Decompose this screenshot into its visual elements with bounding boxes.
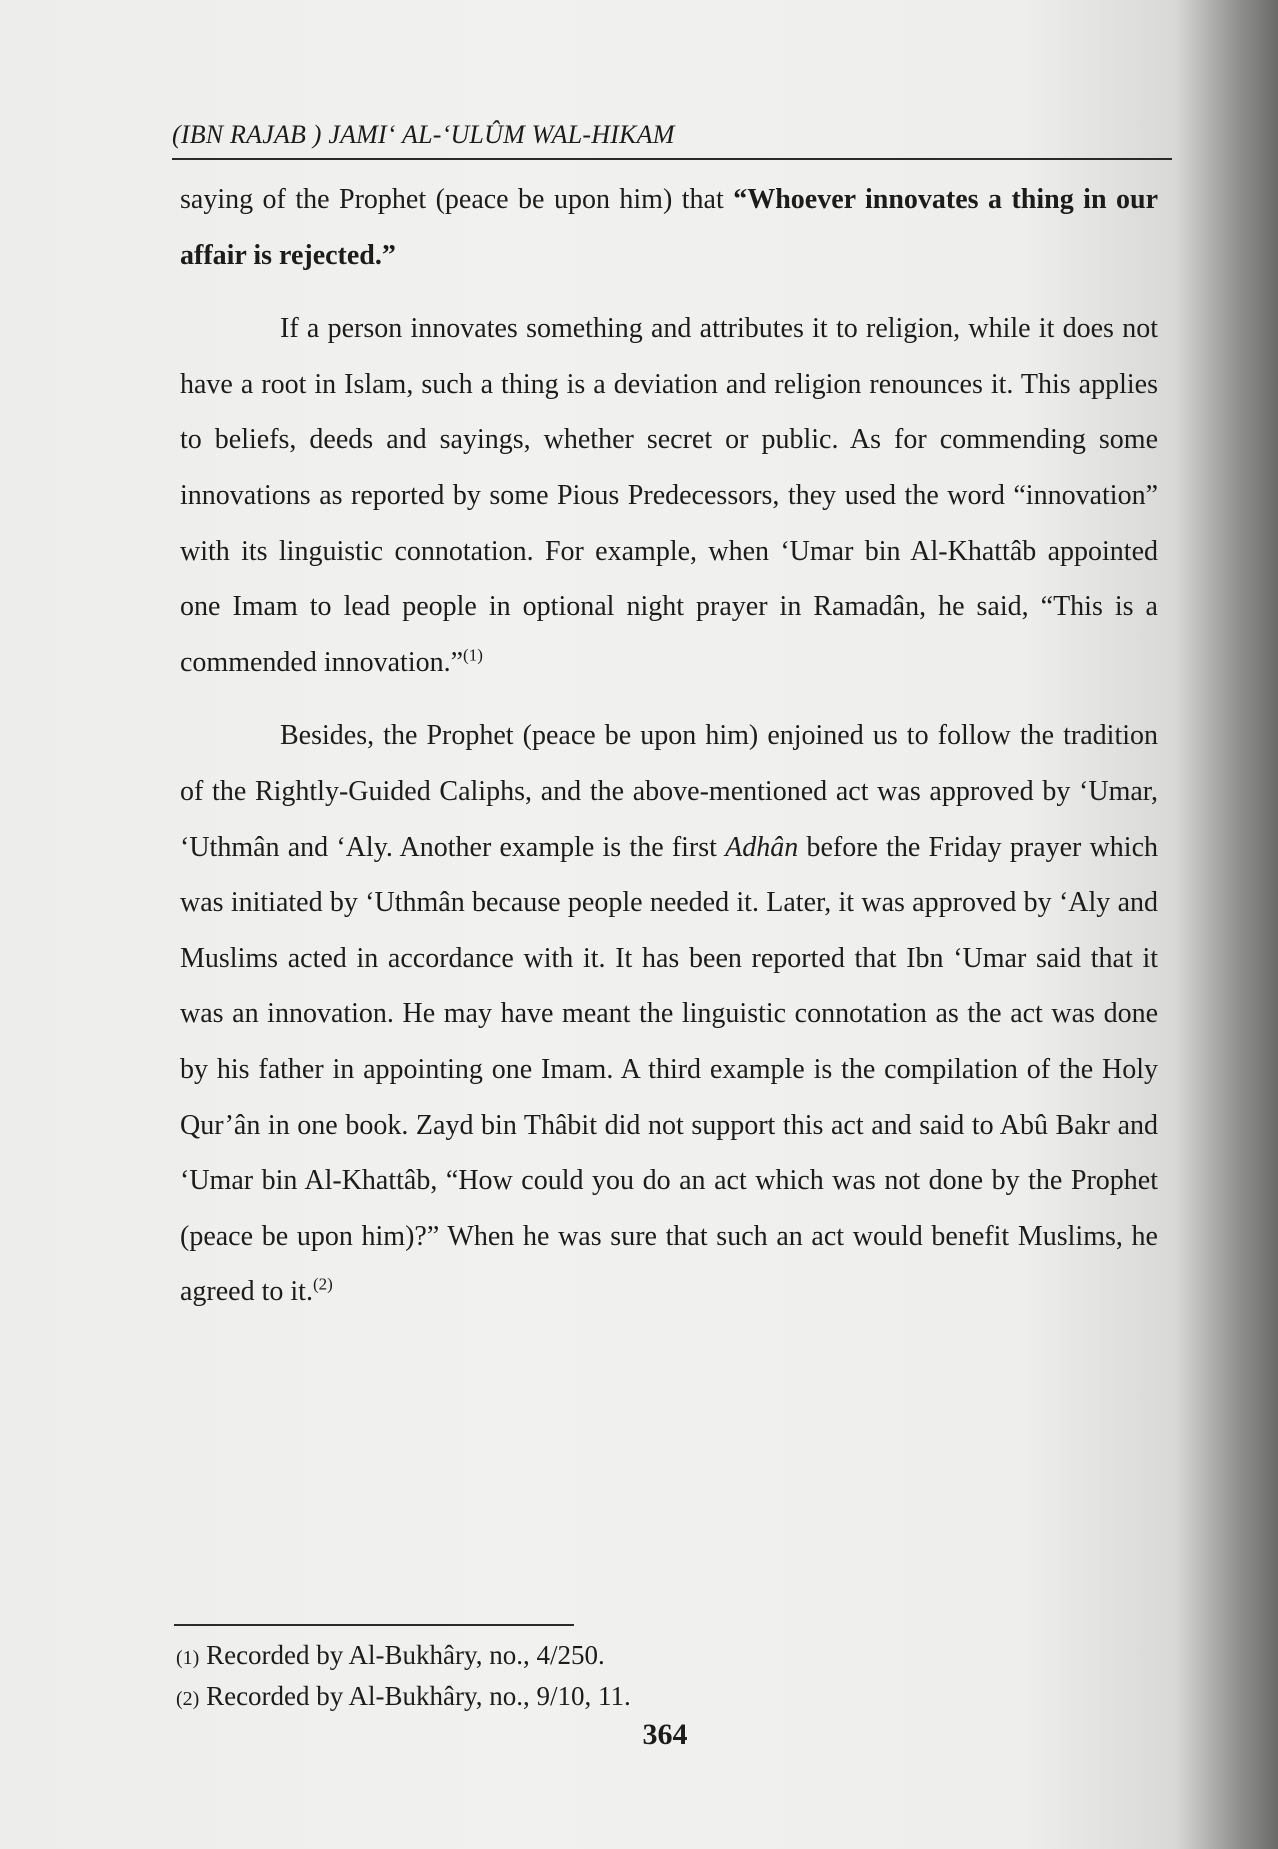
footnote-1 [176, 1636, 1076, 1677]
adhan-term: Adhân [725, 831, 799, 863]
footnote-1-mark: (1) [176, 1647, 200, 1669]
footnote-1-text: Recorded by Al-Bukhâry, no., 4/250. [199, 1640, 605, 1670]
footnote-ref-1: (1) [463, 645, 483, 665]
paragraph-2-text: If a person innovates something and attributes it to religion, while it does not have a root in Islam, such a thing is a deviation and religion renounces it. This applies to beliefs, deeds and sayings, whether secret or public. As for commending some innovations as reported by some Pious Predecessors, they used the word “innovation” with its linguistic connotation. For example, when ‘Umar bin Al-Khattâb appointed one Imam to lead people in optional night prayer in Ramadân, he said, “This is a commended innovation.” [180, 313, 1158, 678]
footnote-2-text: Recorded by Al-Bukhâry, no., 9/10, 11. [199, 1681, 631, 1711]
paragraph-3-text-b: before the Friday prayer which was initiated by ‘Uthmân because people needed it. Later, it was approved by ‘Aly and Muslims acted in accordance with it. It has been reported that Ibn ‘Umar said that it was an innovation. He may have meant the linguistic connotation as the act was done by his father in appointing one Imam. A third example is the compilation of the Holy Qur’ân in one book. Zayd bin Thâbit did not support this act and said to Abû Bakr and ‘Umar bin Al-Khattâb, “How could you do an act which was not done by the Prophet (peace be upon him)?” When he was sure that such an act would benefit Muslims, he agreed to it. [180, 831, 1158, 1308]
footnote-rule [174, 1624, 574, 1626]
header-rule [172, 158, 1172, 160]
footnote-ref-2: (2) [312, 1274, 333, 1294]
paragraph-1 [180, 172, 1158, 283]
footnotes [176, 1636, 1076, 1718]
page-number: 364 [642, 1718, 688, 1751]
footnote-2-mark: (2) [176, 1688, 200, 1710]
body-text [180, 172, 1158, 1320]
hadith-quote: “Whoever innovates a thing in our affair is rejected.” [180, 184, 1158, 271]
paragraph-3-text-a: Besides, the Prophet (peace be upon him) enjoined us to follow the tradition of the Rightly-Guided Caliphs, and the above-mentioned act was approved by ‘Umar, ‘Uthmân and ‘Aly. Another example is the first [180, 720, 1158, 863]
footnote-2 [176, 1677, 1076, 1718]
paragraph-1-text: saying of the Prophet (peace be upon him) that [180, 184, 734, 215]
paragraph-3 [180, 708, 1158, 1320]
paragraph-2 [180, 301, 1158, 690]
running-header: (IBN RAJAB ) JAMI‘ AL-‘ULÛM WAL-HIKAM [172, 120, 675, 149]
